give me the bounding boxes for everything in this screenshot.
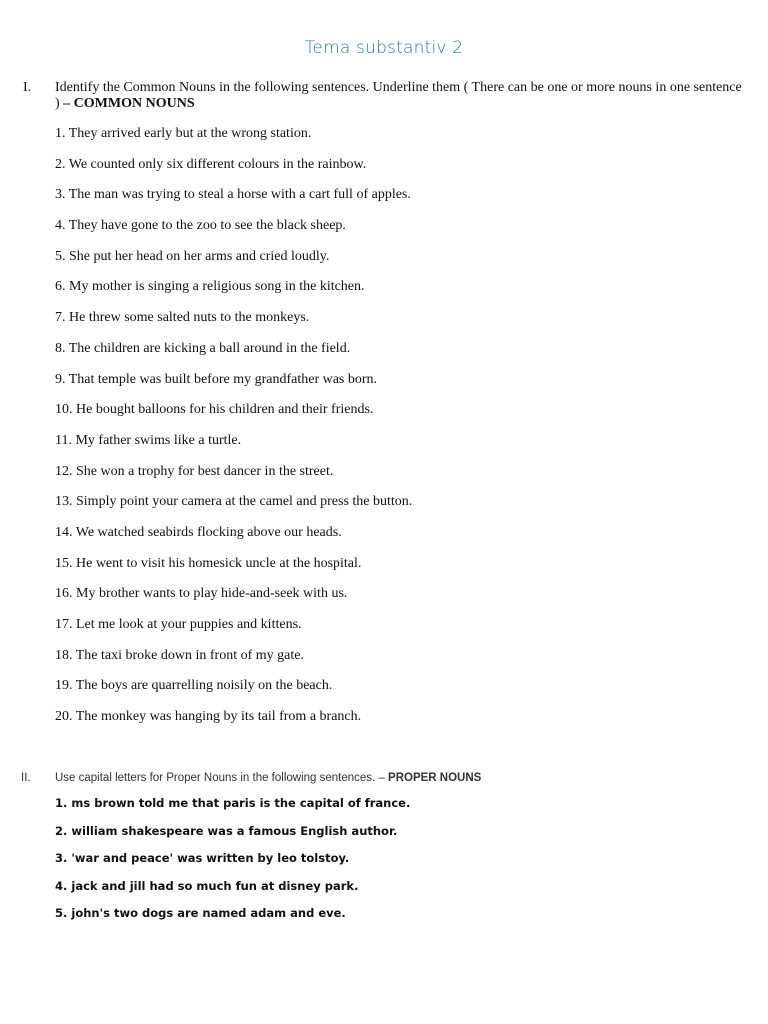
sentence-item: 1. They arrived early but at the wrong station.	[55, 126, 312, 141]
section-1-instruction-text: Identify the Common Nouns in the following sentences. Underline them ( There can be one or more nouns in one sentence )	[55, 80, 742, 111]
sentence-item: 20. The monkey was hanging by its tail from a branch.	[55, 709, 362, 725]
sentence-item: 19. The boys are quarrelling noisily on the beach.	[55, 678, 333, 694]
sentence-item: 12. She won a trophy for best dancer in the street.	[55, 463, 334, 479]
sentence-item: 2. We counted only six different colours in the rainbow.	[55, 156, 367, 172]
sentence-item: 17. Let me look at your puppies and kittens.	[55, 617, 302, 632]
sentence-item: 4. They have gone to the zoo to see the black sheep.	[55, 218, 346, 234]
sentence-item: 16. My brother wants to play hide-and-seek with us.	[55, 586, 348, 602]
sentence-item: 8. The children are kicking a ball around in the field.	[55, 340, 351, 356]
sentence-item: 3. 'war and peace' was written by leo tolstoy.	[55, 851, 350, 865]
sentence-item: 6. My mother is singing a religious song in the kitchen.	[55, 279, 365, 295]
section-2-instruction-tag: PROPER NOUNS	[388, 772, 482, 784]
section-1-instruction	[55, 80, 745, 112]
sentence-item: 15. He went to visit his homesick uncle at the hospital.	[55, 555, 362, 571]
sentence-item: 14. We watched seabirds flocking above our heads.	[55, 524, 342, 540]
sentence-item: 10. He bought balloons for his children and their friends.	[55, 402, 374, 418]
section-1-sentence-list	[55, 125, 412, 739]
sentence-item: 9. That temple was built before my grandfather was born.	[55, 371, 378, 387]
page-title: Tema substantiv 2	[304, 38, 464, 58]
sentence-item: 5. john's two dogs are named adam and eve.	[55, 906, 346, 920]
section-1-number: I.	[23, 80, 32, 95]
sentence-item: 13. Simply point your camera at the camel and press the button.	[55, 494, 413, 510]
sentence-item: 18. The taxi broke down in front of my gate.	[55, 647, 304, 663]
section-2-number: II.	[21, 772, 31, 784]
section-2-instruction-text: Use capital letters for Proper Nouns in the following sentences. –	[55, 772, 389, 784]
sentence-item: 7. He threw some salted nuts to the monkeys.	[55, 310, 310, 326]
section-2-instruction	[55, 772, 481, 784]
sentence-item: 2. william shakespeare was a famous English author.	[55, 823, 398, 838]
sentence-item: 5. She put her head on her arms and cried loudly.	[55, 248, 330, 264]
sentence-item: 3. The man was trying to steal a horse with a cart full of apples.	[55, 187, 411, 203]
section-1-instruction-tag: – COMMON NOUNS	[59, 96, 195, 111]
sentence-item: 1. ms brown told me that paris is the capital of france.	[55, 796, 411, 810]
section-2-sentence-list	[55, 795, 410, 933]
sentence-item: 4. jack and jill had so much fun at disney park.	[55, 878, 359, 893]
sentence-item: 11. My father swims like a turtle.	[55, 432, 242, 448]
